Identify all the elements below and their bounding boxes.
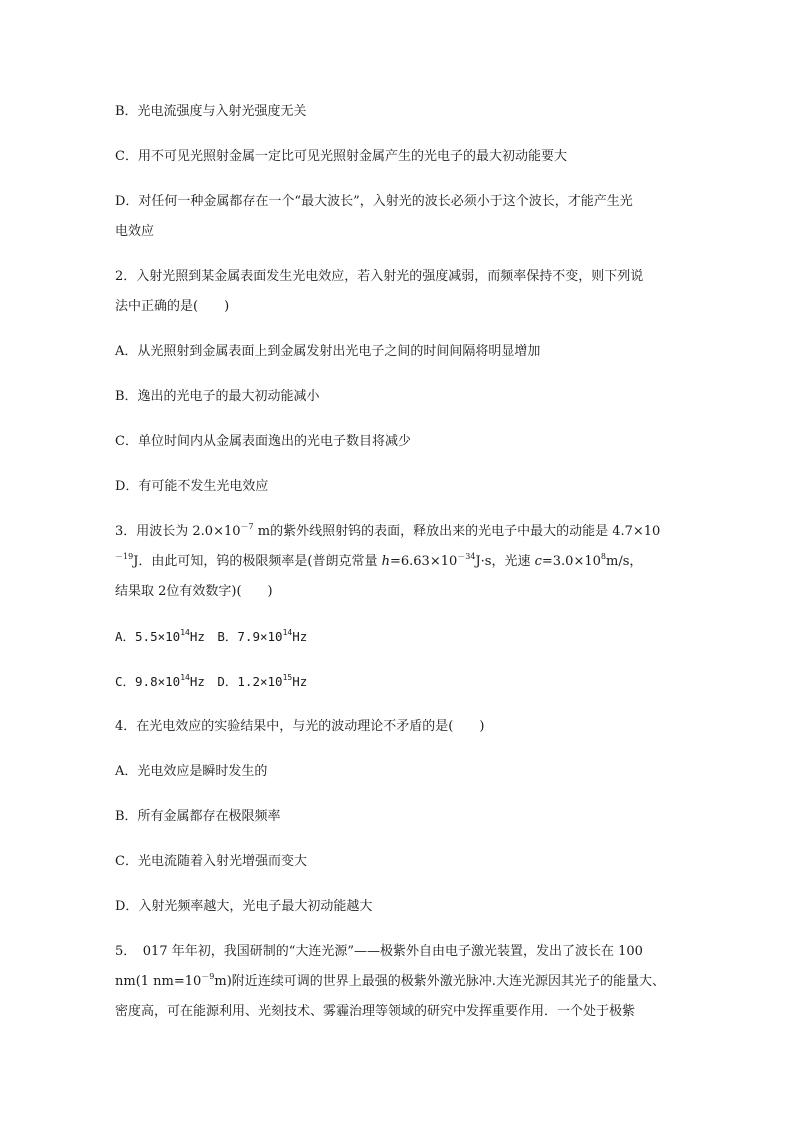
q4-option-a: A．光电效应是瞬时发生的	[115, 764, 268, 779]
q5-text: nm(1 nm=10	[115, 974, 202, 989]
q3-options-ab	[115, 629, 307, 645]
q3-option-text: A．5.5×10	[115, 629, 181, 644]
q3-exponent: －19	[115, 552, 134, 561]
q2-option-d: D．有可能不发生光电效应	[115, 479, 269, 494]
q3-option-text: Hz	[292, 629, 308, 644]
q3-exponent: 14	[282, 628, 293, 637]
light-speed-symbol: c	[534, 554, 542, 569]
q3-text: 3．用波长为 2.0×10	[115, 524, 241, 539]
q3-text: m/s，	[606, 554, 643, 569]
q3-exponent: －34	[457, 552, 476, 561]
q2-option-b: B．逸出的光电子的最大初动能减小	[115, 389, 320, 404]
q1-option-c: C．用不可见光照射金属一定比可见光照射金属产生的光电子的最大初动能要大	[115, 149, 567, 164]
q3-text: =6.63×10	[389, 554, 458, 569]
q5-stem-line2	[115, 974, 665, 990]
q2-stem-line1: 2．入射光照到某金属表面发生光电效应，若入射光的强度减弱，而频率保持不变，则下列说	[115, 269, 644, 284]
q3-stem-line3: 结果取 2位有效数字)( )	[115, 584, 273, 599]
q3-option-text: C．9.8×10	[115, 674, 181, 689]
q2-option-a: A．从光照射到金属表面上到金属发射出光电子之间的时间间隔将明显增加	[115, 344, 541, 359]
q3-exponent: 15	[282, 673, 293, 682]
q3-text: m的紫外线照射钨的表面，释放出来的光电子中最大的动能是 4.7×10	[253, 524, 661, 539]
q3-exponent: 8	[600, 552, 606, 561]
planck-symbol: h	[381, 554, 390, 569]
q4-stem: 4．在光电效应的实验结果中，与光的波动理论不矛盾的是( )	[115, 719, 485, 734]
q5-stem-line1: 5． 017 年年初，我国研制的“大连光源”——极紫外自由电子激光装置，发出了波长在 100	[115, 944, 643, 959]
q2-stem-line2: 法中正确的是( )	[115, 299, 230, 314]
q3-option-text: Hz D．1.2×10	[189, 674, 283, 689]
q4-option-d: D．入射光频率越大，光电子最大初动能越大	[115, 899, 373, 914]
q4-option-c: C．光电流随着入射光增强而变大	[115, 854, 307, 869]
q5-text: m)附近连续可调的世界上最强的极紫外激光脉冲.大连光源因其光子的能量大、	[214, 974, 665, 989]
q1-option-d-line1: D．对任何一种金属都存在一个“最大波长”，入射光的波长必须小于这个波长，才能产生光	[115, 194, 633, 209]
q1-option-b: B．光电流强度与入射光强度无关	[115, 104, 307, 119]
q3-text: =3.0×10	[541, 554, 601, 569]
q3-text: J．由此可知，钨的极限频率是(普朗克常量	[133, 554, 382, 569]
q3-stem-line2	[115, 554, 642, 570]
q3-option-text: Hz B．7.9×10	[189, 629, 283, 644]
q3-exponent: 14	[180, 673, 190, 682]
q3-text: J·s，光速	[475, 554, 535, 569]
q5-exponent: －9	[201, 972, 215, 981]
q2-option-c: C．单位时间内从金属表面逸出的光电子数目将减少	[115, 434, 411, 449]
q1-option-d-line2: 电效应	[115, 224, 155, 239]
q3-exponent: 14	[180, 628, 190, 637]
q5-stem-line3: 密度高，可在能源利用、光刻技术、雾霾治理等领域的研究中发挥重要作用．一个处于极紫	[115, 1004, 636, 1019]
q4-option-b: B．所有金属都存在极限频率	[115, 809, 281, 824]
q3-stem-line1	[115, 524, 660, 540]
q3-options-cd	[115, 674, 307, 690]
q3-exponent: －7	[240, 522, 254, 531]
q3-option-text: Hz	[292, 674, 308, 689]
